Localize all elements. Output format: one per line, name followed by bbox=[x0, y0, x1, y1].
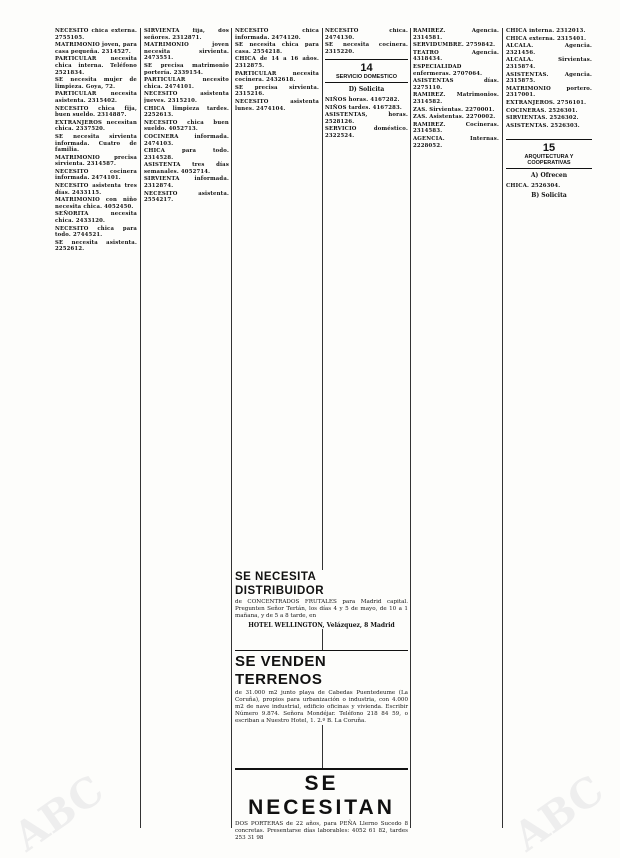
section-header-domestico bbox=[325, 59, 408, 83]
classified-ad: CHICA de 14 a 16 años. 2312875. bbox=[235, 56, 319, 69]
classified-ad: COCINERA informada. 2474103. bbox=[144, 133, 229, 147]
classified-ad: ASISTENTAS, horas. 2528126. bbox=[325, 112, 408, 125]
classified-ad: PARTICULAR necesito chica. 2474101. bbox=[144, 77, 229, 90]
classified-ad: NECESITO chica buen sueldo. 4052713. bbox=[144, 119, 229, 133]
classified-ad: NECESITO chica externa. 2755105. bbox=[55, 28, 137, 41]
classified-ad: SE necesita sirvienta informada. Cuatro de familia. bbox=[55, 133, 137, 154]
classified-ad: PARTICULAR necesita chica interna. Teléfono 2521834. bbox=[55, 56, 137, 76]
classified-ad: NECESITO chica informada. 2474120. bbox=[235, 28, 319, 41]
classified-ad: SIRVIENTA informada. 2312874. bbox=[144, 176, 229, 190]
classified-ad: SE necesita cocinera. 2315220. bbox=[325, 42, 408, 55]
classified-ad: SIRVIENTA fija, dos señores. 2312871. bbox=[144, 28, 229, 41]
classified-ad: CHICA externa. 2315401. bbox=[506, 35, 587, 42]
classified-ad: ALCALA. Sirvientas. 2315874. bbox=[506, 57, 592, 70]
section-title: ARQUITECTURA Y COOPERATIVAS bbox=[524, 154, 574, 167]
display-ad-headline: SE VENDEN TERRENOS bbox=[235, 653, 327, 688]
classified-column-5 bbox=[413, 28, 499, 828]
classified-ad: AGENCIA. Internas. 2228052. bbox=[413, 135, 499, 149]
watermark-right: ABC bbox=[505, 766, 613, 861]
classified-ad: SEÑORITA necesita chica. 2433120. bbox=[55, 211, 137, 225]
classified-ad: EXTRANJEROS. 2756101. bbox=[506, 99, 587, 106]
classified-ad: NECESITO chica para todo. 2744521. bbox=[55, 225, 137, 239]
classified-ad: SE necesita chica para casa. 2554218. bbox=[235, 42, 319, 55]
classified-column-2 bbox=[144, 28, 229, 568]
classified-ad: SE precisa matrimonio portería. 2339154. bbox=[144, 62, 229, 76]
classified-ad: NECESITO chica. 2474130. bbox=[325, 28, 408, 41]
display-ad-necesitan bbox=[235, 768, 408, 842]
classified-ad: CHICA interna. 2312013. bbox=[506, 28, 586, 34]
display-ad-distribuidor bbox=[235, 570, 408, 629]
classified-ad: MATRIMONIO joven, para casa pequeña. 2314527. bbox=[55, 42, 137, 55]
classified-ad: NECESITO asistenta lunes. 2474104. bbox=[235, 98, 319, 112]
classified-ad: ALCALA. Agencia. 2321456. bbox=[506, 43, 592, 56]
classified-ad: NECESITO cocinera informada. 2474101. bbox=[55, 168, 137, 182]
classified-ad: SERVICIO doméstico. 2322524. bbox=[325, 126, 408, 139]
classified-ad: RAMIREZ. Matrimonios. 2314582. bbox=[413, 92, 499, 105]
classified-ad: NECESITO asistenta. 2554217. bbox=[144, 190, 229, 204]
section-subtitle: D) Solicita bbox=[348, 86, 385, 94]
section-header-cooperativas bbox=[506, 139, 592, 169]
classified-ad: SE necesita asistenta. 2252612. bbox=[55, 239, 137, 253]
classified-ad: ZAS. Sirvientas. 2270001. bbox=[413, 106, 495, 113]
display-ad-body: de 31.000 m2 junto playa de Cabedas Puentedeume (La Coruña), propios para urbanización o industria, con 4.000 m2 de nave industrial, edificio oficinas y vivienda. Escribir Número 9.874. Señora Mondéjar. Teléfono 218 84 59, o escriban a Nuestro Hotel, 1. 2.º B. La Coruña. bbox=[235, 690, 408, 724]
classified-ad: MATRIMONIO precisa sirvienta. 2314587. bbox=[55, 154, 137, 168]
classified-ad: SIRVIENTAS. 2526302. bbox=[506, 115, 579, 122]
classified-column-3 bbox=[235, 28, 319, 566]
classified-ad: PARTICULAR necesita cocinera. 2432618. bbox=[235, 70, 319, 84]
classified-ad: NECESITO asistenta jueves. 2315210. bbox=[144, 91, 229, 104]
classified-ad: MATRIMONIO joven necesita sirvienta. 2473551. bbox=[144, 42, 229, 62]
section-subtitle: A) Ofrecen bbox=[530, 172, 568, 180]
display-ad-headline: SE NECESITA DISTRIBUIDOR bbox=[235, 571, 325, 597]
classified-ad: ASISTENTAS. Agencia. 2315875. bbox=[506, 71, 592, 85]
classified-ad: ZAS. Asistentas. 2270002. bbox=[413, 114, 496, 121]
classified-ad: CHICA. 2526304. bbox=[506, 182, 561, 189]
classified-ad: ESPECIALIDAD enfermeras. 2707064. bbox=[413, 63, 483, 77]
classified-ad: SERVIDUMBRE. 2759842. bbox=[413, 42, 496, 49]
classified-ad: RAMIREZ. Cocineras. 2314583. bbox=[413, 121, 499, 135]
column-rule bbox=[231, 28, 232, 828]
column-rule bbox=[410, 28, 411, 828]
section-number: 14 bbox=[360, 62, 373, 75]
classified-ad: ASISTENTAS. 2526303. bbox=[506, 122, 580, 129]
display-ad-footer: HOTEL WELLINGTON, Velázquez, 8 Madrid bbox=[248, 622, 395, 629]
classified-column-6 bbox=[506, 28, 592, 828]
display-ad-headline: SE NECESITAN bbox=[248, 772, 395, 819]
classified-ad: TEATRO Agencia. 4318434. bbox=[413, 49, 499, 63]
classified-ad: NIÑOS horas. 4167282. bbox=[325, 96, 400, 103]
watermark-left: ABC bbox=[5, 766, 113, 861]
classified-ad: NECESITO asistenta tres días. 2433115. bbox=[55, 183, 137, 196]
section-number: 15 bbox=[542, 142, 556, 155]
classified-ad: CHICA limpieza tardes. 2252613. bbox=[144, 105, 229, 119]
column-rule bbox=[140, 28, 141, 828]
classified-column-1 bbox=[55, 28, 137, 828]
classified-ad: CHICA para todo. 2314528. bbox=[144, 148, 229, 161]
classified-ad: EXTRANJEROS necesitan chica. 2337520. bbox=[55, 119, 137, 133]
column-rule bbox=[502, 28, 503, 828]
classified-ad: MATRIMONIO con niño necesita chica. 4052450. bbox=[55, 197, 137, 210]
classified-ad: SE precisa sirvienta. 2315216. bbox=[235, 84, 319, 98]
display-ad-body: DOS PORTERAS de 22 años, para PEÑA Llerno Sucedo 8 concretas. Presentarse días laborables: 4052 61 82, tardes 253 31 98 bbox=[235, 821, 408, 841]
display-ad-terrenos bbox=[235, 650, 408, 725]
classified-ad: MATRIMONIO portero. 2317001. bbox=[506, 85, 592, 99]
section-title: SERVICIO DOMESTICO bbox=[335, 74, 398, 81]
classified-ad: NIÑOS tardes. 4167283. bbox=[325, 104, 402, 111]
classified-column-4 bbox=[325, 28, 408, 566]
classified-ad: PARTICULAR necesita asistenta. 2315402. bbox=[55, 91, 137, 104]
classified-ad: ASISTENTA tres días semanales. 4052714. bbox=[144, 162, 229, 175]
classified-ad: NECESITO chica fija, buen sueldo. 2314887. bbox=[55, 105, 137, 119]
classified-ad: ASISTENTAS días. 2275110. bbox=[413, 78, 499, 91]
display-ad-body: de CONCENTRADOS FRUTALES para Madrid capital. Pregunten Señor Tertán, los días 4 y 5 de mayo, de 10 a 1 mañana, y de 5 a 8 tarde, en bbox=[235, 599, 408, 619]
classified-ad: COCINERAS. 2526301. bbox=[506, 107, 578, 114]
section-subtitle: B) Solicita bbox=[531, 191, 567, 199]
classified-ad: RAMIREZ. Agencia. 2314581. bbox=[413, 28, 499, 41]
classified-ad: SE necesita mujer de limpieza. Goya, 72. bbox=[55, 77, 137, 90]
